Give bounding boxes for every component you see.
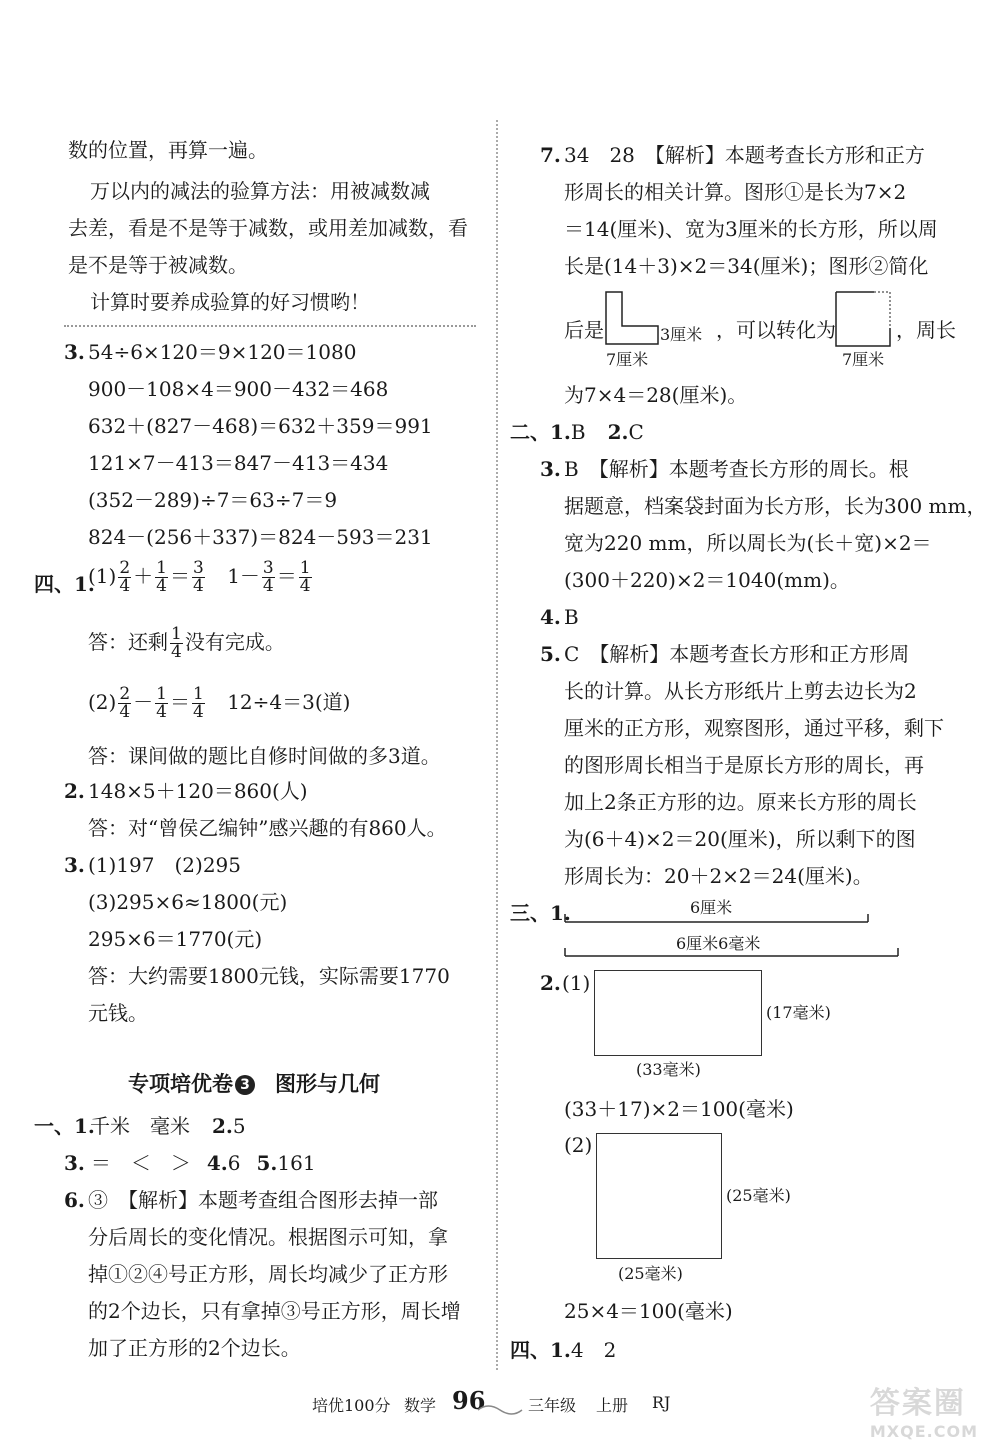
watermark-logo: 答案圈 MXQE.COM <box>869 1386 978 1441</box>
question-number: 4. <box>540 605 561 629</box>
question-number: 2. <box>64 779 85 803</box>
explanation-line: 形周长的相关计算。图形①是长为7×2 <box>564 180 907 204</box>
fraction: $\frac{2}{4}$ <box>119 558 131 596</box>
line-segment-6cm <box>564 912 874 926</box>
dimension-label: (17毫米) <box>766 1003 831 1022</box>
fraction: $\frac{2}{4}$ <box>119 684 131 722</box>
calc-line: (33＋17)×2＝100(毫米) <box>564 1097 794 1121</box>
l-shape-figure <box>604 290 660 346</box>
fraction: $\frac{3}{4}$ <box>193 558 204 596</box>
explanation-line: 宽为220 mm，所以周长为(长＋宽)×2＝ <box>564 531 932 555</box>
answer-line: 3. ＝ ＜ ＞ 4.6 5.161 <box>64 1151 316 1175</box>
fraction: $\frac{1}{4}$ <box>171 624 182 662</box>
fraction-equation: (2) $\frac{2}{4}$ － $\frac{1}{4}$ ＝ $\frac{1}{4}$ 12÷4＝3(道) <box>88 684 351 722</box>
explanation-line: ③ 【解析】本题考查组合图形去掉一部 <box>88 1188 438 1212</box>
explanation-line: 为7×4＝28(厘米)。 <box>564 383 748 407</box>
explanation-line: 34 28 【解析】本题考查长方形和正方 <box>564 143 925 167</box>
answer-line: 二、1.B 2.C <box>510 420 644 444</box>
explanation-line: 形周长为：20＋2×2＝24(厘米)。 <box>564 864 873 888</box>
rectangle-33x17 <box>594 970 762 1056</box>
calc-line: 25×4＝100(毫米) <box>564 1299 733 1323</box>
wave-decoration-icon <box>476 1402 524 1416</box>
text-fragment: ，可以转化为 <box>716 318 836 342</box>
book-name: 培优100分 <box>312 1396 391 1415</box>
question-number: 3. <box>540 457 561 481</box>
explanation-line: (300＋220)×2＝1040(mm)。 <box>564 568 850 592</box>
tip-line: 计算时要养成验算的好习惯哟！ <box>90 290 370 314</box>
grade: 三年级 <box>528 1396 577 1415</box>
explanation-line: 为(6＋4)×2＝20(厘米)，所以剩下的图 <box>564 827 916 851</box>
explanation-line: 长的计算。从长方形纸片上剪去边长为2 <box>564 679 917 703</box>
text-line: 去差，看是不是等于减数，或用差加减数，看 <box>68 216 468 240</box>
part-label: (2) <box>564 1133 593 1157</box>
answer-line: 答：还剩 $\frac{1}{4}$ 没有完成。 <box>88 624 285 662</box>
explanation-line: 厘米的正方形，观察图形，通过平移，剩下 <box>564 716 944 740</box>
section-number: 三、1. <box>510 901 571 925</box>
answer-line: 四、1.4 2 <box>510 1338 617 1362</box>
square-25mm <box>596 1133 722 1259</box>
section-number: 四、1. <box>34 572 95 596</box>
question-number: 2. <box>540 971 561 995</box>
calc-line: (1)197 (2)295 <box>88 853 242 877</box>
answer-line: 千米 毫米 2.5 <box>90 1114 246 1138</box>
calc-line: 295×6＝1770(元) <box>88 927 263 951</box>
fraction: $\frac{1}{4}$ <box>299 558 311 596</box>
explanation-line: 掉①②④号正方形，周长均减少了正方形 <box>88 1262 448 1286</box>
calc-line: 632＋(827－468)＝632＋359＝991 <box>88 414 433 438</box>
explanation-line: 长是(14＋3)×2＝34(厘米)；图形②简化 <box>564 254 929 278</box>
section-title: 专项培优卷 3 图形与几何 <box>128 1072 380 1096</box>
text-line: 数的位置，再算一遍。 <box>68 138 268 162</box>
calc-line: 54÷6×120＝9×120＝1080 <box>88 340 357 364</box>
calc-line: 121×7－413＝847－413＝434 <box>88 451 389 475</box>
calc-line: (3)295×6≈1800(元) <box>88 890 288 914</box>
answer-line: 答：课间做的题比自修时间做的多3道。 <box>88 744 441 768</box>
section-number-badge: 3 <box>235 1075 255 1095</box>
question-number: 6. <box>64 1188 85 1212</box>
explanation-line: 加上2条正方形的边。原来长方形的周长 <box>564 790 917 814</box>
dimension-label: 3厘米 <box>660 325 703 344</box>
line-segment-6cm6mm <box>564 940 904 960</box>
part-label: (2) <box>88 690 117 714</box>
fraction-equation: (1) $\frac{2}{4}$ ＋ $\frac{1}{4}$ ＝ $\frac{3}{4}$ 1－ $\frac{3}{4}$ ＝ $\frac{1}{4}$ <box>88 558 311 596</box>
answer-line: B <box>564 605 579 629</box>
dimension-label: 7厘米 <box>842 350 885 369</box>
text-line: 是不是等于被减数。 <box>68 253 248 277</box>
explanation-line: 的2个边长，只有拿掉③号正方形，周长增 <box>88 1299 461 1323</box>
calc-line: 900－108×4＝900－432＝468 <box>88 377 389 401</box>
dimension-label: (25毫米) <box>618 1264 683 1283</box>
part-label: (1) <box>88 564 117 588</box>
calc-line: 824－(256＋337)＝824－593＝231 <box>88 525 433 549</box>
calc-line: (352－289)÷7＝63÷7＝9 <box>88 488 338 512</box>
segment-label: 6厘米6毫米 <box>676 934 761 953</box>
dimension-label: 7厘米 <box>606 350 649 369</box>
explanation-line: ＝14(厘米)、宽为3厘米的长方形，所以周 <box>564 217 938 241</box>
fraction: $\frac{3}{4}$ <box>262 558 274 596</box>
text-fragment: ，周长 <box>896 318 956 342</box>
text-line: 万以内的减法的验算方法：用被减数减 <box>90 179 430 203</box>
explanation-line: 加了正方形的2个边长。 <box>88 1336 301 1360</box>
question-number: 3. <box>64 853 85 877</box>
dashed-separator <box>64 325 476 327</box>
edition: RJ <box>652 1393 671 1412</box>
explanation-line: B 【解析】本题考查长方形的周长。根 <box>564 457 909 481</box>
subject: 数学 <box>404 1396 437 1415</box>
text-fragment: 后是 <box>564 318 604 342</box>
explanation-line: C 【解析】本题考查长方形和正方形周 <box>564 642 910 666</box>
fraction: $\frac{1}{4}$ <box>156 684 167 722</box>
answer-line: 元钱。 <box>88 1001 148 1025</box>
dimension-label: (25毫米) <box>726 1186 791 1205</box>
term: 上册 <box>596 1396 629 1415</box>
question-number: 3. <box>64 340 85 364</box>
explanation-line: 的图形周长相当于是原长方形的周长，再 <box>564 753 924 777</box>
question-number: 5. <box>540 642 561 666</box>
question-number: 7. <box>540 143 561 167</box>
calc-line: 148×5＋120＝860(人) <box>88 779 308 803</box>
segment-label: 6厘米 <box>690 898 733 917</box>
square-figure <box>834 290 894 348</box>
explanation-line: 据题意，档案袋封面为长方形，长为300 mm， <box>564 494 987 518</box>
explanation-line: 分后周长的变化情况。根据图示可知，拿 <box>88 1225 448 1249</box>
part-label: (1) <box>562 971 591 995</box>
section-number: 一、1. <box>34 1114 95 1138</box>
answer-line: 答：对“曾侯乙编钟”感兴趣的有860人。 <box>88 816 447 840</box>
dimension-label: (33毫米) <box>636 1060 701 1079</box>
column-divider <box>496 120 498 1370</box>
page-number: 96 <box>452 1386 486 1415</box>
answer-line: 答：大约需要1800元钱，实际需要1770 <box>88 964 450 988</box>
fraction: $\frac{1}{4}$ <box>156 558 167 596</box>
fraction: $\frac{1}{4}$ <box>193 684 204 722</box>
